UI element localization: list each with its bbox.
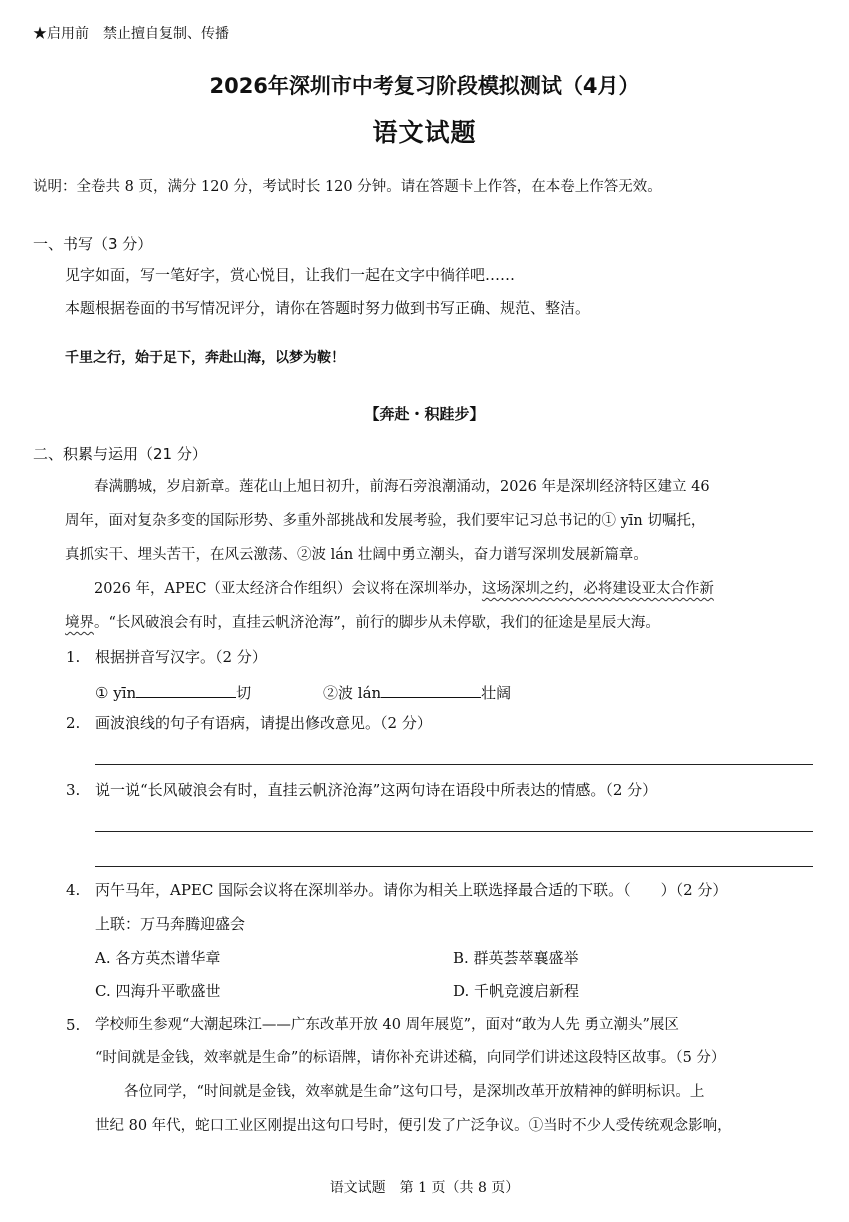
exam-instructions: 说明：全卷共 8 页，满分 120 分，考试时长 120 分钟。请在答题卡上作答，在本卷上作答无效。 bbox=[33, 179, 662, 195]
wavy-underlined-sentence-end: 境界 bbox=[65, 615, 94, 631]
q2-answer-line[interactable] bbox=[95, 764, 813, 765]
q3-answer-line[interactable] bbox=[95, 866, 813, 867]
q5-line2: “时间就是金钱，效率就是生命”的标语牌，请你补充讲述稿，向同学们讲述这段特区故事。（5 分） bbox=[95, 1050, 726, 1066]
q4-option-d[interactable]: D. 千帆竞渡启新程 bbox=[453, 982, 580, 1000]
section1-line1: 见字如面，写一笔好字，赏心悦目，让我们一起在文字中徜徉吧…… bbox=[65, 266, 516, 284]
section2-heading: 二、积累与运用（21 分） bbox=[33, 445, 207, 463]
q4-option-c[interactable]: C. 四海升平歌盛世 bbox=[95, 982, 221, 1000]
q1-answer-b bbox=[323, 682, 511, 703]
distribution-notice: ★启用前 禁止擅自复制、传播 bbox=[33, 26, 229, 42]
q2-number: 2. bbox=[66, 714, 81, 732]
handwriting-motto: 千里之行，始于足下，奔赴山海，以梦为鞍！ bbox=[65, 350, 345, 366]
q4-couplet: 上联：万马奔腾迎盛会 bbox=[95, 915, 246, 933]
passage-text: 2026 年，APEC（亚太经济合作组织）会议将在深圳举办， bbox=[65, 581, 482, 597]
q1-answer-a bbox=[95, 682, 251, 703]
wavy-underlined-sentence: 这场深圳之约，必将建设亚太合作新 bbox=[481, 581, 714, 597]
q5-number: 5. bbox=[66, 1016, 81, 1034]
q5-speech-line2: 世纪 80 年代，蛇口工业区刚提出这句口号时，便引发了广泛争议。①当时不少人受传统观念影响， bbox=[95, 1118, 732, 1134]
page-footer: 语文试题 第 1 页（共 8 页） bbox=[329, 1180, 520, 1196]
passage-line bbox=[65, 580, 714, 598]
q1-b-suffix: 壮阔 bbox=[481, 684, 512, 702]
subject-title: 语文试题 bbox=[372, 118, 477, 147]
section1-line2: 本题根据卷面的书写情况评分，请你在答题时努力做到书写正确、规范、整洁。 bbox=[65, 299, 591, 317]
q2-text: 画波浪线的句子有语病，请提出修改意见。（2 分） bbox=[95, 714, 432, 732]
passage-line: 春满鹏城，岁启新章。莲花山上旭日初升，前海石旁浪潮涌动，2026 年是深圳经济特区建立 46 bbox=[65, 479, 710, 495]
q1-a-suffix: 切 bbox=[236, 684, 252, 702]
passage-text: 。“长风破浪会有时，直挂云帆济沧海”，前行的脚步从未停歇，我们的征途是星辰大海。 bbox=[94, 615, 660, 631]
q4-option-b[interactable]: B. 群英荟萃襄盛举 bbox=[453, 949, 579, 967]
q4-number: 4. bbox=[66, 881, 81, 899]
q1-a-blank[interactable] bbox=[136, 682, 236, 698]
q1-a-label: ① yīn bbox=[95, 684, 137, 702]
q5-line1: 学校师生参观“大潮起珠江——广东改革开放 40 周年展览”，面对“敢为人先 勇立潮头”展区 bbox=[95, 1017, 679, 1033]
q1-text: 根据拼音写汉字。（2 分） bbox=[95, 648, 267, 666]
q3-text: 说一说“长风破浪会有时，直挂云帆济沧海”这两句诗在语段中所表达的情感。（2 分） bbox=[95, 781, 658, 799]
passage-line: 真抓实干、埋头苦干，在风云激荡、②波 lán 壮阔中勇立潮头，奋力谱写深圳发展新篇章。 bbox=[65, 547, 648, 563]
part-title: 【奔赴・积跬步】 bbox=[364, 405, 485, 423]
exam-title: 2026年深圳市中考复习阶段模拟测试（4月） bbox=[209, 74, 640, 98]
passage-line bbox=[65, 614, 660, 632]
q5-speech-line1: 各位同学，“时间就是金钱，效率就是生命”这句口号，是深圳改革开放精神的鲜明标识。上 bbox=[95, 1084, 705, 1100]
q1-number: 1. bbox=[66, 648, 81, 666]
q4-option-a[interactable]: A. 各方英杰谱华章 bbox=[95, 949, 221, 967]
q1-b-label: ②波 lán bbox=[323, 684, 382, 702]
section1-heading: 一、书写（3 分） bbox=[33, 235, 153, 253]
q3-answer-line[interactable] bbox=[95, 831, 813, 832]
q1-b-blank[interactable] bbox=[381, 682, 481, 698]
passage-line: 周年，面对复杂多变的国际形势、多重外部挑战和发展考验，我们要牢记习总书记的① yīn 切嘱托， bbox=[65, 513, 706, 529]
q3-number: 3. bbox=[66, 781, 81, 799]
q4-text: 丙午马年，APEC 国际会议将在深圳举办。请你为相关上联选择最合适的下联。（ ）（2 分） bbox=[95, 881, 728, 899]
